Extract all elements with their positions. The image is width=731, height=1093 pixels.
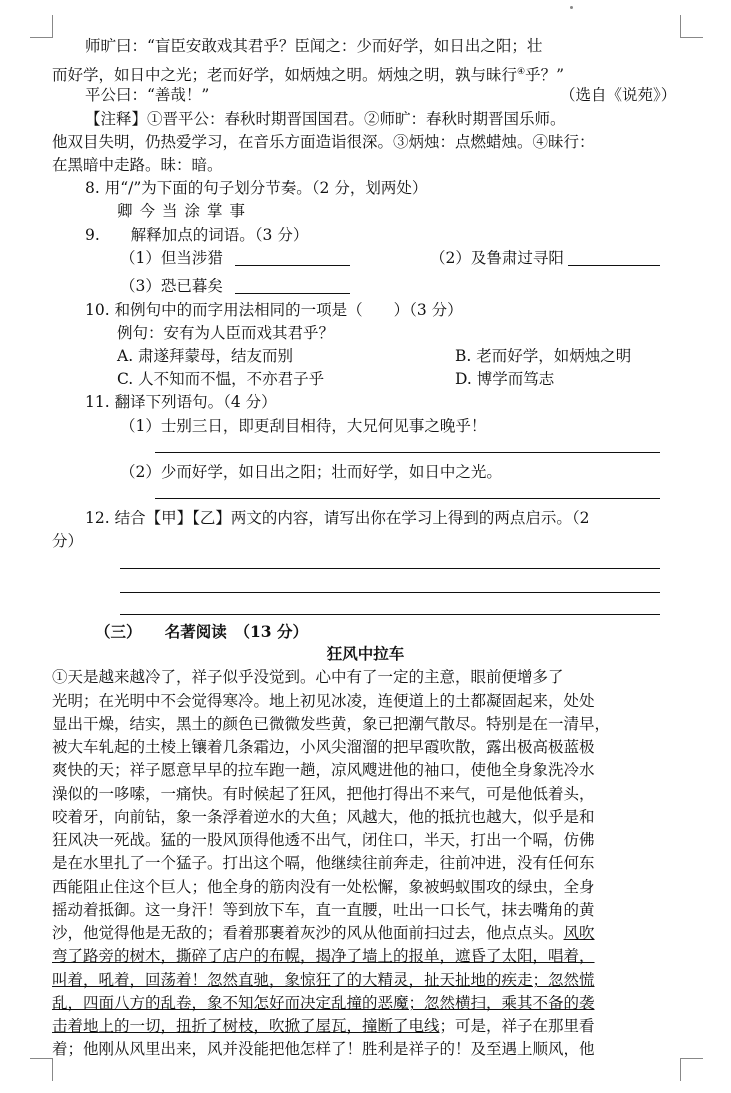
passage-source: （选自《说苑》） — [560, 86, 677, 104]
paragraph-line-11: 摇动着抵御。这一身汗！等到放下车，直一直腰，吐出一口长气，抹去嘴角的黄 — [52, 901, 595, 919]
option-c: C. 人不知而不愠，不亦君子乎 — [117, 370, 325, 388]
paragraph-line-5: 爽快的天；祥子愿意早早的拉车跑一趟，凉风飕进他的袖口，使他全身象洗冷水 — [52, 761, 595, 779]
underlined-line-1: 弯了路旁的树木，撕碎了店户的布幌，揭净了墙上的报单，遮昏了太阳，唱着， — [52, 947, 595, 965]
question-9: 9. 解释加点的词语。（3 分） — [85, 226, 309, 244]
paragraph-line-16-underlined: 击着地上的一切，扭折了树枝，吹掀了屋瓦，撞断了电线 — [52, 1017, 440, 1035]
paragraph-line-1: ①天是越来越冷了，祥子似乎没觉到。心中有了一定的主意，眼前便增多了 — [52, 668, 564, 686]
answer-blank-9-3[interactable] — [235, 293, 350, 294]
paragraph-line-16-plain: ；可是，祥子在那里看 — [439, 1017, 595, 1035]
question-9-item-1: （1）但当涉猎 — [120, 249, 223, 267]
question-11: 11. 翻译下列语句。（4 分） — [85, 393, 277, 411]
answer-blank-9-1[interactable] — [235, 265, 350, 266]
option-d: D. 博学而笃志 — [455, 370, 555, 388]
question-8-sentence: 卿今当涂掌事 — [117, 202, 253, 220]
footnote-marker: ④ — [517, 67, 526, 77]
passage-line-2a: 而好学，如日中之光；老而好学，如炳烛之明。炳烛之明，孰与昧行 — [52, 66, 518, 85]
crop-mark-bottom-right — [680, 1058, 703, 1081]
section-3-heading: （三） 名著阅读 （13 分） — [95, 622, 308, 641]
crop-mark-bottom-left — [30, 1058, 53, 1081]
passage-line-2 — [52, 62, 564, 85]
question-11-item-2: （2）少而好学，如日出之阳；壮而好学，如日中之光。 — [120, 463, 502, 481]
paragraph-line-12-plain: 沙，他觉得他是无敌的；看着那裹着灰沙的风从他面前扫过去，他点点头。 — [52, 924, 564, 942]
paragraph-line-16 — [52, 1016, 595, 1036]
passage-line-1: 师旷曰：“盲臣安敢戏其君乎？臣闻之：少而好学，如日出之阳；壮 — [85, 37, 543, 55]
question-8: 8. 用“/”为下面的句子划分节奏。（2 分，划两处） — [85, 179, 428, 197]
passage-line-2b: 乎？” — [525, 66, 565, 85]
option-a: A. 肃遂拜蒙母，结友而别 — [117, 347, 294, 365]
paragraph-line-4: 被大车轧起的土棱上镶着几条霜边，小风尖溜溜的把早霞吹散，露出极高极蓝极 — [52, 738, 595, 756]
paragraph-line-2: 光明；在光明中不会觉得寒冷。地上初见冰凌，连便道上的土都凝固起来，处处 — [52, 692, 595, 710]
note-line-2: 他双目失明，仍热爱学习，在音乐方面造诣很深。③炳烛：点燃蜡烛。④昧行： — [52, 133, 595, 151]
option-b: B. 老而好学，如炳烛之明 — [455, 347, 632, 365]
paragraph-line-8: 狂风决一死战。猛的一股风顶得他透不出气，闭住口，半天，打出一个嗝，仿佛 — [52, 831, 595, 849]
paragraph-line-6: 澡似的一哆嗦，一痛快。有时候起了狂风，把他打得出不来气，可是他低着头， — [52, 785, 595, 803]
passage-title: 狂风中拉车 — [326, 644, 405, 663]
underlined-line-2: 叫着，吼着，回荡着！忽然直驰，象惊狂了的大精灵，扯天扯地的疾走；忽然慌 — [52, 971, 595, 989]
question-12-line-2: 分） — [52, 532, 84, 550]
page-dot — [570, 6, 573, 9]
note-line-3: 在黑暗中走路。昧：暗。 — [52, 156, 223, 174]
paragraph-line-12 — [52, 923, 595, 943]
underlined-line-3: 乱，四面八方的乱卷，象不知怎好而决定乱撞的恶魔；忽然横扫，乘其不备的袭 — [52, 994, 595, 1012]
answer-line-12-1[interactable] — [120, 568, 660, 569]
paragraph-line-17: 着；他刚从风里出来，风并没能把他怎样了！胜利是祥子的！及至遇上顺风，他 — [52, 1040, 595, 1058]
paragraph-line-10: 西能阻止住这个巨人；他全身的筋肉没有一处松懈，象被蚂蚁围攻的绿虫，全身 — [52, 878, 595, 896]
question-12-line-1: 12. 结合【甲】【乙】两文的内容，请写出你在学习上得到的两点启示。（2 — [85, 509, 590, 527]
answer-blank-9-2[interactable] — [568, 265, 660, 266]
question-9-item-2: （2）及鲁肃过寻阳 — [430, 249, 564, 267]
paragraph-line-3: 显出干燥，结实，黑土的颜色已微微发些黄，象已把潮气散尽。特别是在一清早， — [52, 715, 611, 733]
question-10: 10. 和例句中的而字用法相同的一项是（ ）（3 分） — [85, 301, 463, 319]
crop-mark-top-right — [680, 15, 703, 38]
answer-line-12-2[interactable] — [120, 592, 660, 593]
question-10-example: 例句：安有为人臣而戏其君乎？ — [117, 324, 335, 342]
answer-line-12-3[interactable] — [120, 614, 660, 615]
paragraph-line-12-underlined: 风吹 — [563, 924, 595, 942]
question-11-item-1: （1）士别三日，即更刮目相待，大兄何见事之晚乎！ — [120, 417, 487, 435]
question-9-item-3: （3）恐已暮矣 — [120, 277, 223, 295]
paragraph-line-7: 咬着牙，向前钻，象一条浮着逆水的大鱼；风越大，他的抵抗也越大，似乎是和 — [52, 808, 595, 826]
answer-line-11-2[interactable] — [155, 498, 660, 499]
passage-line-3: 平公曰：“善哉！” — [85, 86, 210, 104]
note-line-1: 【注释】①晋平公：春秋时期晋国国君。②师旷：春秋时期晋国乐师。 — [85, 110, 566, 128]
paragraph-line-9: 是在水里扎了一个猛子。打出这个嗝，他继续往前奔走，往前冲进，没有任何东 — [52, 854, 595, 872]
crop-mark-top-left — [30, 15, 53, 38]
answer-line-11-1[interactable] — [155, 452, 660, 453]
